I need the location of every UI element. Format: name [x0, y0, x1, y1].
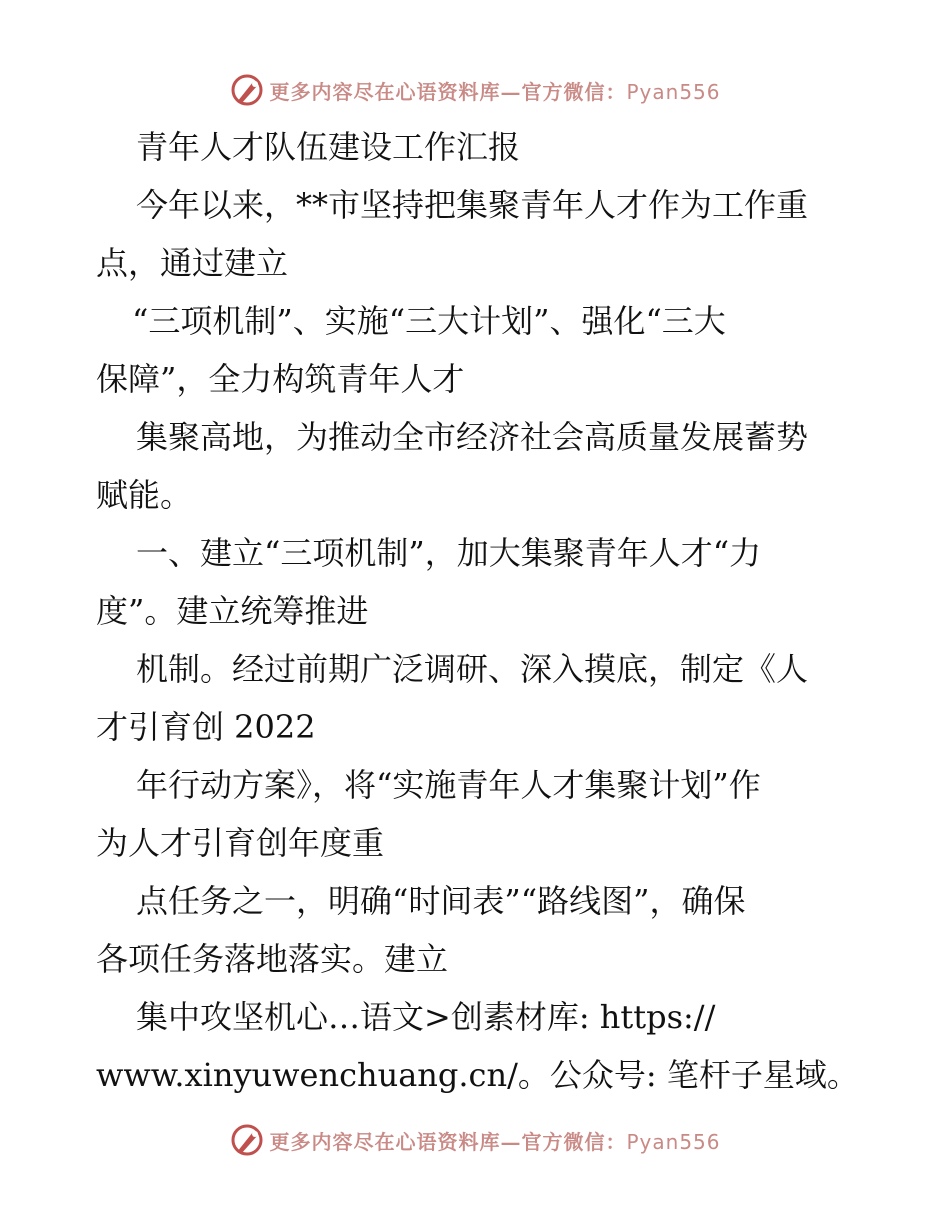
- paragraph-line: 保障”，全力构筑青年人才: [96, 360, 465, 398]
- paragraph-line: 度”。建立统筹推进: [96, 592, 369, 630]
- paragraph-line: 点，通过建立: [96, 244, 289, 282]
- watermark-label: 更多内容尽在心语资料库—官方微信：: [269, 1129, 627, 1154]
- pen-nib-logo-icon: [229, 72, 265, 108]
- watermark-wechat-id: Pyan556: [626, 1129, 721, 1154]
- paragraph-line: 点任务之一，明确“时间表”“路线图”，确保: [136, 882, 746, 920]
- paragraph-line: 赋能。: [96, 476, 193, 514]
- paragraph-line: 各项任务落地落实。建立: [96, 940, 449, 978]
- watermark-label: 更多内容尽在心语资料库—官方微信：: [269, 79, 627, 104]
- pen-nib-logo-icon: [229, 1122, 265, 1158]
- paragraph-line: 机制。经过前期广泛调研、深入摸底，制定《人: [136, 650, 809, 688]
- paragraph-line: “三项机制”、实施“三大计划”、强化“三大: [132, 302, 726, 340]
- watermark-text: [269, 1126, 720, 1155]
- paragraph-line: 为人才引育创年度重: [96, 824, 385, 862]
- paragraph-line: www.xinyuwenchuang.cn/。公众号: 笔杆子星域。: [96, 1056, 859, 1094]
- watermark-text: [269, 76, 720, 105]
- section-heading-line: 一、建立“三项机制”，加大集聚青年人才“力: [136, 534, 762, 572]
- paragraph-line: 集聚高地，为推动全市经济社会高质量发展蓄势: [136, 418, 809, 456]
- header-watermark: [0, 68, 950, 112]
- footer-watermark: [0, 1118, 950, 1162]
- watermark-wechat-id: Pyan556: [626, 79, 721, 104]
- paragraph-line: 才引育创 2022: [96, 708, 316, 746]
- document-body: [96, 118, 859, 1104]
- paragraph-line: 年行动方案》，将“实施青年人才集聚计划”作: [136, 766, 761, 804]
- paragraph-line: 今年以来，**市坚持把集聚青年人才作为工作重: [136, 186, 809, 224]
- document-title: 青年人才队伍建设工作汇报: [136, 128, 521, 166]
- paragraph-line: 集中攻坚机心…语文>创素材库: https://: [136, 998, 716, 1036]
